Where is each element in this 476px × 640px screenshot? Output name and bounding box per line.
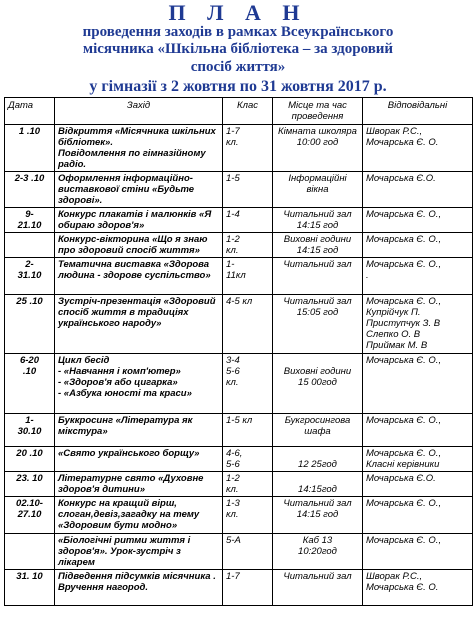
place-time-cell-line: Читальний зал xyxy=(283,209,352,220)
class-cell-line: кл. xyxy=(226,377,239,388)
place-time-cell-line: 14:15 год xyxy=(296,509,339,520)
class-cell-line: 1-2 xyxy=(226,473,240,484)
class-cell xyxy=(223,447,273,472)
place-time-cell-line: Каб 13 xyxy=(302,535,333,546)
event-cell xyxy=(55,472,223,497)
event-cell xyxy=(55,295,223,354)
place-time-cell-line xyxy=(276,473,359,484)
date-cell-line: 02.10- xyxy=(16,498,43,509)
class-cell xyxy=(223,295,273,354)
event-cell-line: - «Навчання і комп'ютер» xyxy=(58,366,181,377)
place-time-cell-line: 14:15год xyxy=(298,484,337,495)
event-cell-line: - «Здоров'я або цигарка» xyxy=(58,377,178,388)
plan-subtitle-line-2: місячника «Шкільна бібліотека – за здоровий xyxy=(82,41,394,57)
place-time-cell-line: Виховні години xyxy=(283,234,352,245)
table-row xyxy=(5,172,473,208)
event-cell-line: Буккросинг «Література як мікстура» xyxy=(58,415,193,437)
responsible-cell xyxy=(363,295,473,354)
event-cell xyxy=(55,497,223,534)
column-header-class: Клас xyxy=(223,98,273,125)
responsible-cell-line: Мочарська Є. О., xyxy=(366,535,442,546)
class-cell-line: 1-7 xyxy=(226,571,240,582)
event-cell-line: Підведення підсумків місячника . Вручення нагород. xyxy=(58,571,216,593)
event-cell xyxy=(55,414,223,447)
class-cell-line: 4-5 кл xyxy=(226,296,253,307)
responsible-cell-line: Мочарська Є. О., xyxy=(366,448,442,459)
date-cell xyxy=(5,472,55,497)
responsible-cell-line: Мочарська Є. О. xyxy=(366,582,439,593)
class-cell-line: 3-4 xyxy=(226,355,240,366)
date-cell xyxy=(5,534,55,570)
place-time-cell xyxy=(273,258,363,295)
event-cell-line: Цикл бесід xyxy=(58,355,110,366)
class-cell xyxy=(223,125,273,172)
place-time-cell xyxy=(273,570,363,606)
responsible-cell-line: Мочарська Є. О., xyxy=(366,415,442,426)
date-cell-line xyxy=(8,535,51,546)
event-cell-line: Тематична виставка «Здорова людина - здорове суспільство» xyxy=(58,259,211,281)
class-cell-line: кл. xyxy=(226,137,239,148)
place-time-cell-line: Інформаційні xyxy=(288,173,347,184)
responsible-cell-line: Мочарська Є. О., xyxy=(366,209,442,220)
class-cell xyxy=(223,258,273,295)
class-cell-line: кл. xyxy=(226,509,239,520)
responsible-cell xyxy=(363,447,473,472)
class-cell-line: 1-5 xyxy=(226,173,240,184)
responsible-cell xyxy=(363,497,473,534)
class-cell-line: 5-А xyxy=(226,535,241,546)
date-cell-line: 30.10 xyxy=(17,426,42,437)
event-cell-line: «Біологічні ритми життя і здоров'я». Урок-зустріч з лікарем xyxy=(58,535,191,568)
table-row xyxy=(5,447,473,472)
responsible-cell-line: Мочарська Є.О. xyxy=(366,173,436,184)
class-cell xyxy=(223,570,273,606)
table-row xyxy=(5,233,473,258)
date-cell-line: 20 .10 xyxy=(16,448,43,459)
class-cell xyxy=(223,472,273,497)
event-cell xyxy=(55,208,223,233)
table-row xyxy=(5,125,473,172)
responsible-cell xyxy=(363,258,473,295)
place-time-cell xyxy=(273,447,363,472)
place-time-cell-line: 15:05 год xyxy=(296,307,339,318)
column-header-date: Дата xyxy=(5,98,55,125)
class-cell xyxy=(223,208,273,233)
responsible-cell-line: Мочарська Є. О., xyxy=(366,234,442,245)
responsible-cell-line: Приймак М. В xyxy=(366,340,428,351)
event-cell-line: Оформлення інформаційно-виставкової стіни «Будьте здорові». xyxy=(58,173,195,206)
responsible-cell xyxy=(363,125,473,172)
place-time-cell xyxy=(273,295,363,354)
responsible-cell xyxy=(363,354,473,414)
column-header-event: Захід xyxy=(55,98,223,125)
event-cell-line: «Свято українського борщу» xyxy=(58,448,200,459)
column-header-place-time: Місце та час проведення xyxy=(273,98,363,125)
event-cell-line: Конкурс-вікторина «Що я знаю про здоровий спосіб життя» xyxy=(58,234,208,256)
event-cell xyxy=(55,570,223,606)
responsible-cell xyxy=(363,472,473,497)
date-cell xyxy=(5,414,55,447)
date-cell-line: 25 .10 xyxy=(16,296,43,307)
place-time-cell-line: Букгросингова xyxy=(284,415,351,426)
responsible-cell-line: . xyxy=(366,270,369,281)
date-cell-line xyxy=(8,234,51,245)
date-cell-line: 21.10 xyxy=(17,220,42,231)
place-time-cell-line: Кімната школяра xyxy=(278,126,357,137)
table-row xyxy=(5,208,473,233)
place-time-cell xyxy=(273,534,363,570)
date-cell xyxy=(5,172,55,208)
responsible-cell-line: Купрійчук П. xyxy=(366,307,421,318)
event-cell xyxy=(55,354,223,414)
event-cell xyxy=(55,534,223,570)
responsible-cell-line: Слепко О. В xyxy=(366,329,421,340)
event-cell-line: Зустріч-презентація «Здоровий спосіб життя в традиціях українського народу» xyxy=(58,296,216,329)
table-row xyxy=(5,414,473,447)
class-cell-line: 1-3 xyxy=(226,498,240,509)
place-time-cell xyxy=(273,354,363,414)
date-cell-line: 31. 10 xyxy=(16,571,43,582)
date-cell xyxy=(5,258,55,295)
place-time-cell xyxy=(273,497,363,534)
place-time-cell-line xyxy=(276,448,359,459)
class-cell-line: 1- xyxy=(226,259,235,270)
responsible-cell xyxy=(363,570,473,606)
class-cell xyxy=(223,497,273,534)
place-time-cell-line: шафа xyxy=(304,426,331,437)
place-time-cell-line: Читальний зал xyxy=(283,571,352,582)
class-cell-line: 1-5 кл xyxy=(226,415,253,426)
place-time-cell xyxy=(273,233,363,258)
responsible-cell xyxy=(363,233,473,258)
date-cell-line: 9- xyxy=(25,209,34,220)
responsible-cell-line: Класні керівники xyxy=(366,459,440,470)
class-cell-line: кл. xyxy=(226,484,239,495)
responsible-cell-line: Мочарська Є. О., xyxy=(366,498,442,509)
date-cell xyxy=(5,295,55,354)
place-time-cell-line: Виховні години xyxy=(283,366,352,377)
date-cell-line: .10 xyxy=(22,366,37,377)
responsible-cell-line: Шворак Р.С., xyxy=(366,571,423,582)
table-row xyxy=(5,497,473,534)
date-cell-line: 23. 10 xyxy=(16,473,43,484)
date-cell xyxy=(5,570,55,606)
place-time-cell-line: 14:15 год xyxy=(296,220,339,231)
responsible-cell-line: Мочарська Є. О., xyxy=(366,259,442,270)
responsible-cell-line: Приступчук З. В xyxy=(366,318,441,329)
date-cell-line: 27.10 xyxy=(17,509,42,520)
place-time-cell-line: 10:20год xyxy=(298,546,337,557)
class-cell-line: 1-4 xyxy=(226,209,240,220)
date-cell xyxy=(5,497,55,534)
class-cell-line: 5-6 xyxy=(226,366,240,377)
table-row xyxy=(5,570,473,606)
event-cell-line: Повідомлення по гімназійному радіо. xyxy=(58,148,206,170)
table-header-row xyxy=(5,98,473,125)
plan-subtitle-line-1: проведення заходів в рамках Всеукраїнського xyxy=(82,24,394,40)
place-time-cell-line: 14:15 год xyxy=(296,245,339,256)
class-cell xyxy=(223,354,273,414)
responsible-cell xyxy=(363,172,473,208)
date-cell-line: 2-3 .10 xyxy=(14,173,45,184)
event-cell-line: Конкурс плакатів і малюнків «Я обираю здоров'я» xyxy=(58,209,212,231)
responsible-cell-line: Мочарська Є. О., xyxy=(366,355,442,366)
table-row xyxy=(5,472,473,497)
event-cell-line: Літературне свято «Духовне здоров'я дитини» xyxy=(58,473,204,495)
place-time-cell xyxy=(273,208,363,233)
class-cell-line: 4-6, xyxy=(226,448,243,459)
place-time-cell-line: вікна xyxy=(306,184,329,195)
place-time-cell-line: Читальний зал xyxy=(283,498,352,509)
event-cell-line: - «Азбука юності та краси» xyxy=(58,388,192,399)
place-time-cell-line xyxy=(276,355,359,366)
responsible-cell-line: Шворак Р.С., xyxy=(366,126,423,137)
table-row xyxy=(5,354,473,414)
date-cell xyxy=(5,447,55,472)
event-cell xyxy=(55,125,223,172)
date-cell-line: 1 .10 xyxy=(18,126,41,137)
place-time-cell-line: 15 00год xyxy=(298,377,337,388)
class-cell xyxy=(223,534,273,570)
class-cell xyxy=(223,233,273,258)
class-cell-line: 1-7 xyxy=(226,126,240,137)
place-time-cell xyxy=(273,172,363,208)
table-row xyxy=(5,295,473,354)
place-time-cell xyxy=(273,472,363,497)
event-cell xyxy=(55,447,223,472)
responsible-cell xyxy=(363,534,473,570)
plan-title: П Л А Н xyxy=(168,0,308,25)
date-cell-line: 2- xyxy=(25,259,34,270)
table-row xyxy=(5,258,473,295)
class-cell-line: 1-2 xyxy=(226,234,240,245)
date-cell xyxy=(5,354,55,414)
date-cell xyxy=(5,208,55,233)
responsible-cell xyxy=(363,208,473,233)
event-cell xyxy=(55,258,223,295)
date-cell xyxy=(5,125,55,172)
plan-date-range: у гімназії з 2 жовтня по 31 жовтня 2017 р. xyxy=(89,78,387,95)
place-time-cell xyxy=(273,414,363,447)
events-table xyxy=(4,97,473,606)
plan-subtitle-line-3: спосіб життя» xyxy=(190,59,286,75)
class-cell xyxy=(223,172,273,208)
responsible-cell-line: Мочарська Є. О., xyxy=(366,296,442,307)
date-cell-line: 31.10 xyxy=(17,270,42,281)
event-cell xyxy=(55,172,223,208)
place-time-cell-line: 12 25год xyxy=(298,459,337,470)
column-header-responsible: Відповідальні xyxy=(363,98,473,125)
responsible-cell-line: Мочарська Є.О. xyxy=(366,473,436,484)
event-cell-line: Конкурс на кращий вірш, слоган,девіз,загадку на тему «Здоровим бути модно» xyxy=(58,498,200,531)
place-time-cell-line: Читальний зал xyxy=(283,296,352,307)
event-cell-line: Відкриття «Місячника шкільних бібліотек». xyxy=(58,126,216,148)
responsible-cell xyxy=(363,414,473,447)
class-cell-line: кл. xyxy=(226,245,239,256)
place-time-cell-line: 10:00 год xyxy=(296,137,339,148)
responsible-cell-line: Мочарська Є. О. xyxy=(366,137,439,148)
table-row xyxy=(5,534,473,570)
place-time-cell xyxy=(273,125,363,172)
class-cell xyxy=(223,414,273,447)
date-cell-line: 1- xyxy=(25,415,34,426)
place-time-cell-line: Читальний зал xyxy=(283,259,352,270)
event-cell xyxy=(55,233,223,258)
class-cell-line: 11кл xyxy=(226,270,246,281)
date-cell-line: 6-20 xyxy=(19,355,39,366)
date-cell xyxy=(5,233,55,258)
class-cell-line: 5-6 xyxy=(226,459,240,470)
